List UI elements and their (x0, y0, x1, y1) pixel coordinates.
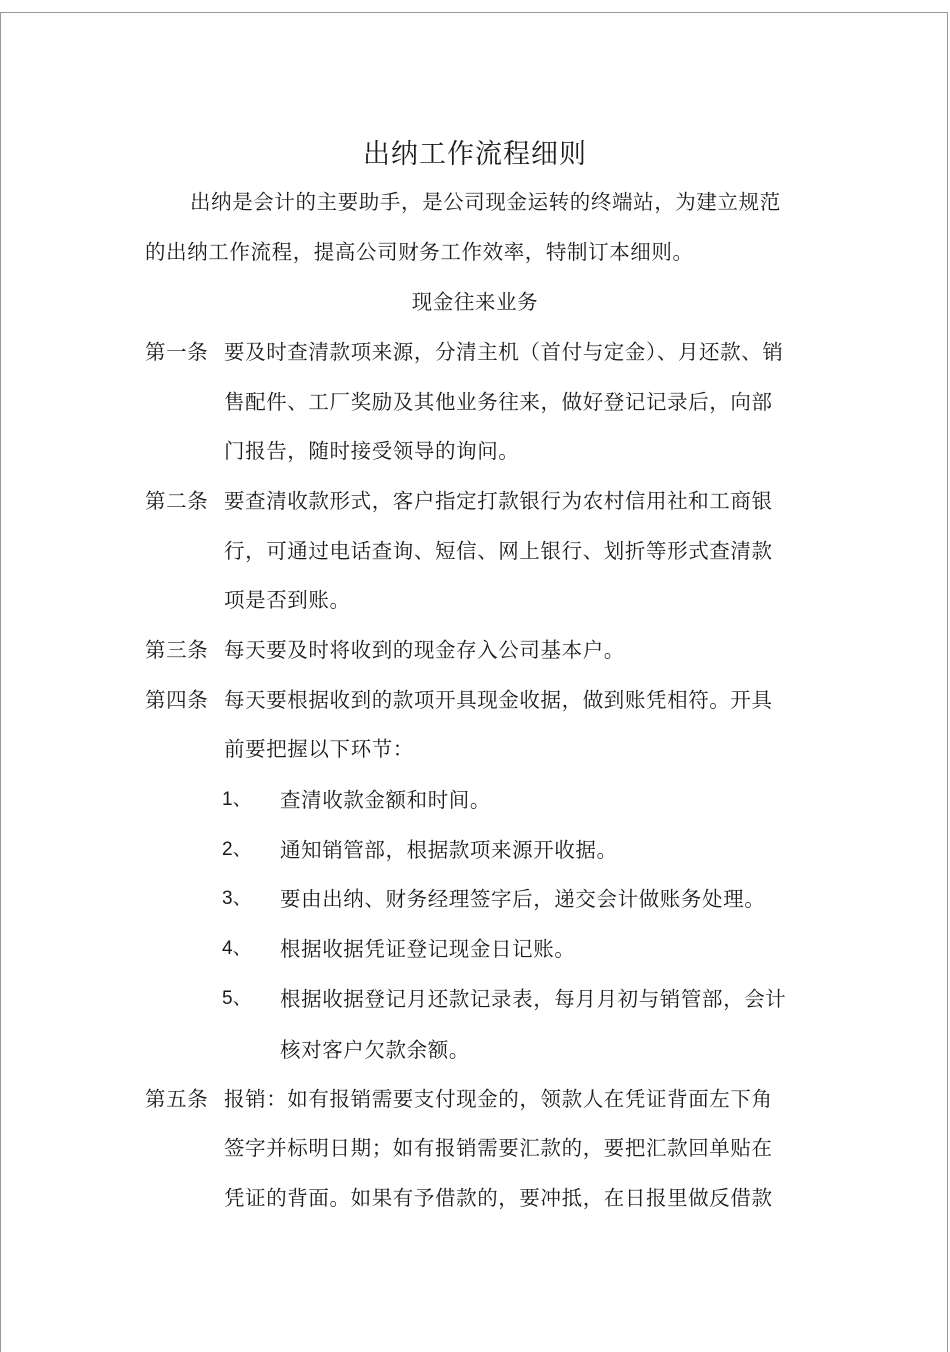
article-number: 第一条 (145, 340, 209, 364)
document-title: 出纳工作流程细则 (363, 139, 587, 170)
intro-line: 的出纳工作流程，提高公司财务工作效率，特制订本细则。 (145, 240, 694, 264)
list-item-number: 4、 (222, 938, 252, 959)
list-item-text: 核对客户欠款余额。 (280, 1038, 470, 1062)
article-line: 项是否到账。 (224, 588, 351, 612)
list-item-number: 2、 (222, 839, 252, 860)
list-item-text: 要由出纳、财务经理签字后，递交会计做账务处理。 (280, 887, 766, 911)
article-line: 售配件、工厂奖励及其他业务往来，做好登记记录后，向部 (224, 390, 773, 414)
list-item-text: 根据收据凭证登记现金日记账。 (280, 937, 576, 961)
article-line: 要及时查清款项来源，分清主机（首付与定金）、月还款、销 (224, 340, 784, 364)
article-line: 每天要及时将收到的现金存入公司基本户。 (224, 638, 625, 662)
article-number: 第二条 (145, 489, 209, 513)
article-number: 第五条 (145, 1087, 209, 1111)
article-line: 前要把握以下环节： (224, 737, 414, 761)
list-item-number: 1、 (222, 789, 252, 810)
intro-line: 出纳是会计的主要助手，是公司现金运转的终端站，为建立规范 (190, 190, 781, 214)
article-line: 门报告，随时接受领导的询问。 (224, 439, 520, 463)
article-number: 第三条 (145, 638, 209, 662)
article-line: 每天要根据收到的款项开具现金收据，做到账凭相符。开具 (224, 688, 773, 712)
article-line: 凭证的背面。如果有予借款的，要冲抵，在日报里做反借款 (224, 1186, 773, 1210)
article-number: 第四条 (145, 688, 209, 712)
list-item-text: 根据收据登记月还款记录表，每月月初与销管部，会计 (280, 987, 787, 1011)
article-line: 行，可通过电话查询、短信、网上银行、划折等形式查清款 (224, 539, 773, 563)
article-line: 签字并标明日期；如有报销需要汇款的，要把汇款回单贴在 (224, 1136, 773, 1160)
list-item-number: 3、 (222, 888, 252, 909)
list-item-number: 5、 (222, 988, 252, 1009)
list-item-text: 通知销管部，根据款项来源开收据。 (280, 838, 618, 862)
list-item-text: 查清收款金额和时间。 (280, 788, 491, 812)
article-line: 要查清收款形式，客户指定打款银行为农村信用社和工商银 (224, 489, 773, 513)
article-line: 报销：如有报销需要支付现金的，领款人在凭证背面左下角 (224, 1087, 773, 1111)
section-heading: 现金往来业务 (411, 290, 539, 314)
